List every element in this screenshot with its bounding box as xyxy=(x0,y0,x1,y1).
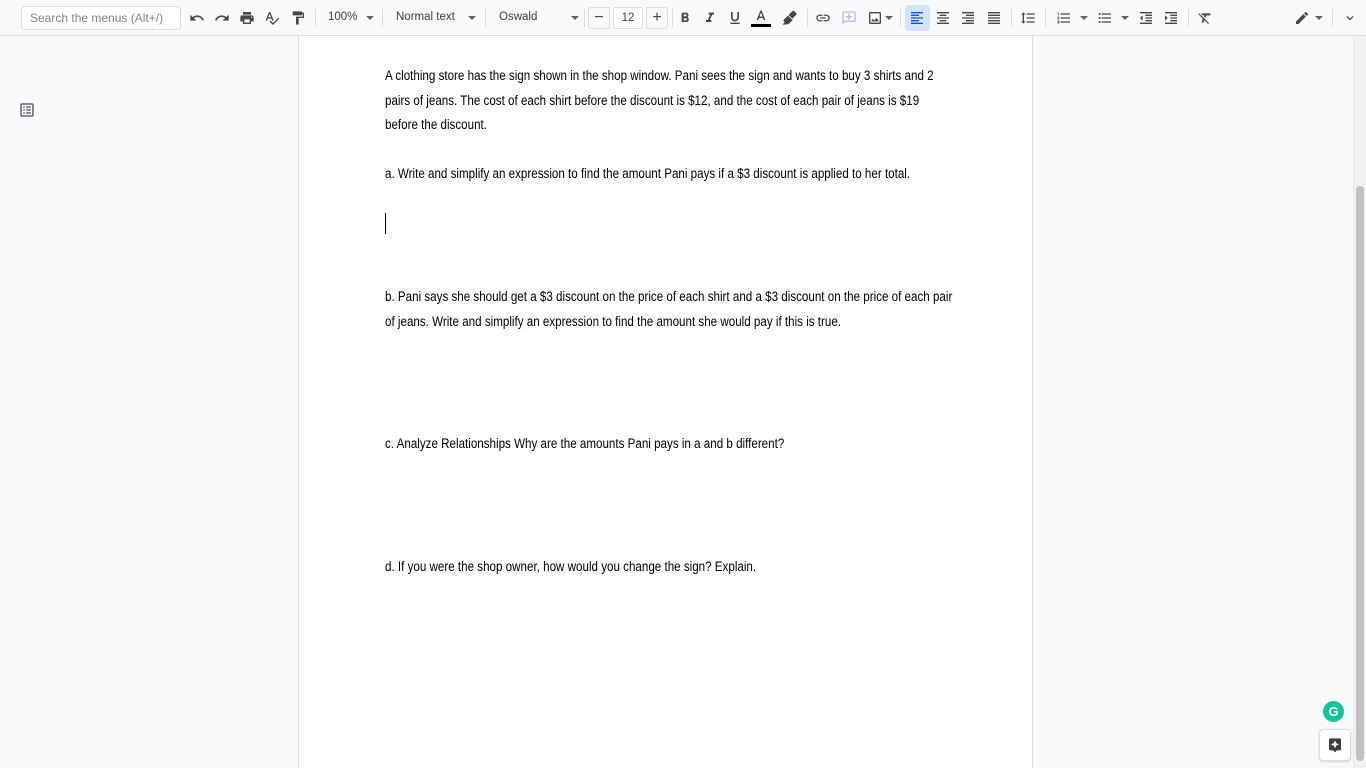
undo-icon[interactable] xyxy=(187,8,207,28)
toolbar-separator xyxy=(1332,9,1333,27)
toolbar-separator xyxy=(807,9,808,27)
search-menus-input[interactable] xyxy=(21,6,181,30)
text-color-swatch xyxy=(751,24,771,27)
question-a-paragraph[interactable]: a. Write and simplify an expression to find the amount Pani pays if a $3 discount is applied to her total. xyxy=(385,166,911,181)
explore-sparkle-icon xyxy=(1327,737,1343,753)
toolbar-separator xyxy=(900,9,901,27)
insert-image-icon[interactable] xyxy=(865,8,885,28)
align-justify-icon[interactable] xyxy=(984,8,1004,28)
font-chevron-down-icon[interactable] xyxy=(571,16,579,20)
zoom-select[interactable]: 100% xyxy=(328,11,358,23)
question-d-paragraph[interactable]: d. If you were the shop owner, how would you change the sign? Explain. xyxy=(385,559,757,574)
text-color-icon[interactable] xyxy=(751,7,771,29)
align-left-icon[interactable] xyxy=(907,8,927,28)
bulleted-list-icon[interactable] xyxy=(1095,8,1115,28)
align-right-icon[interactable] xyxy=(958,8,978,28)
align-center-icon[interactable] xyxy=(933,8,953,28)
highlight-color-icon[interactable] xyxy=(779,8,799,28)
toolbar-separator xyxy=(1188,9,1189,27)
toolbar xyxy=(0,0,1366,36)
document-outline-icon[interactable] xyxy=(18,101,36,124)
toolbar-separator xyxy=(485,9,486,27)
increase-indent-icon[interactable] xyxy=(1161,8,1181,28)
grammarly-icon[interactable]: G xyxy=(1323,701,1344,722)
document-canvas xyxy=(0,36,1366,768)
italic-icon[interactable] xyxy=(700,8,720,28)
decrease-indent-icon[interactable] xyxy=(1136,8,1156,28)
scrollbar-thumb[interactable] xyxy=(1356,186,1364,761)
explore-button[interactable] xyxy=(1319,729,1351,761)
underline-icon[interactable] xyxy=(725,8,745,28)
question-c-paragraph[interactable]: c. Analyze Relationships Why are the amounts Pani pays in a and b different? xyxy=(385,436,785,451)
editing-mode-pencil-icon[interactable] xyxy=(1292,8,1312,28)
problem-intro-paragraph[interactable]: A clothing store has the sign shown in the shop window. Pani sees the sign and wants to buy 3 shirts and 2 pairs of jeans. The cost of each shirt before the discount is $12, and the cost of each pair of jeans is $19 before the discount. xyxy=(385,68,934,132)
editing-mode-chevron-down-icon[interactable] xyxy=(1315,16,1323,20)
font-family-select[interactable]: Oswald xyxy=(499,11,538,23)
print-icon[interactable] xyxy=(237,8,257,28)
toolbar-separator xyxy=(315,9,316,27)
decrease-font-size-button[interactable]: − xyxy=(588,7,610,29)
numbered-list-chevron-down-icon[interactable] xyxy=(1080,16,1088,20)
vertical-scrollbar[interactable] xyxy=(1353,36,1366,768)
toolbar-separator xyxy=(382,9,383,27)
text-cursor xyxy=(385,213,386,234)
line-spacing-icon[interactable] xyxy=(1018,8,1038,28)
paint-format-icon[interactable] xyxy=(288,8,308,28)
document-page[interactable] xyxy=(298,36,1033,768)
insert-link-icon[interactable] xyxy=(813,8,833,28)
bulleted-list-chevron-down-icon[interactable] xyxy=(1121,16,1129,20)
increase-font-size-button[interactable]: + xyxy=(646,7,668,29)
redo-icon[interactable] xyxy=(212,8,232,28)
toolbar-separator xyxy=(1011,9,1012,27)
add-comment-icon[interactable] xyxy=(839,8,859,28)
paragraph-style-select[interactable]: Normal text xyxy=(396,11,455,23)
question-b-paragraph[interactable]: b. Pani says she should get a $3 discount on the price of each shirt and a $3 discount on the price of each pair of jeans. Write and simplify an expression to find the amount she would pay if this is true. xyxy=(385,289,953,329)
image-chevron-down-icon[interactable] xyxy=(885,16,893,20)
clear-formatting-icon[interactable] xyxy=(1195,8,1215,28)
style-chevron-down-icon[interactable] xyxy=(468,16,476,20)
numbered-list-icon[interactable] xyxy=(1054,8,1074,28)
hide-menus-chevron-up-icon[interactable] xyxy=(1340,8,1360,28)
bold-icon[interactable] xyxy=(675,8,695,28)
zoom-chevron-down-icon[interactable] xyxy=(366,16,374,20)
spellcheck-icon[interactable] xyxy=(262,8,282,28)
toolbar-separator xyxy=(672,9,673,27)
font-size-input[interactable]: 12 xyxy=(613,7,643,29)
toolbar-separator xyxy=(1045,9,1046,27)
toolbar-separator xyxy=(584,9,585,27)
